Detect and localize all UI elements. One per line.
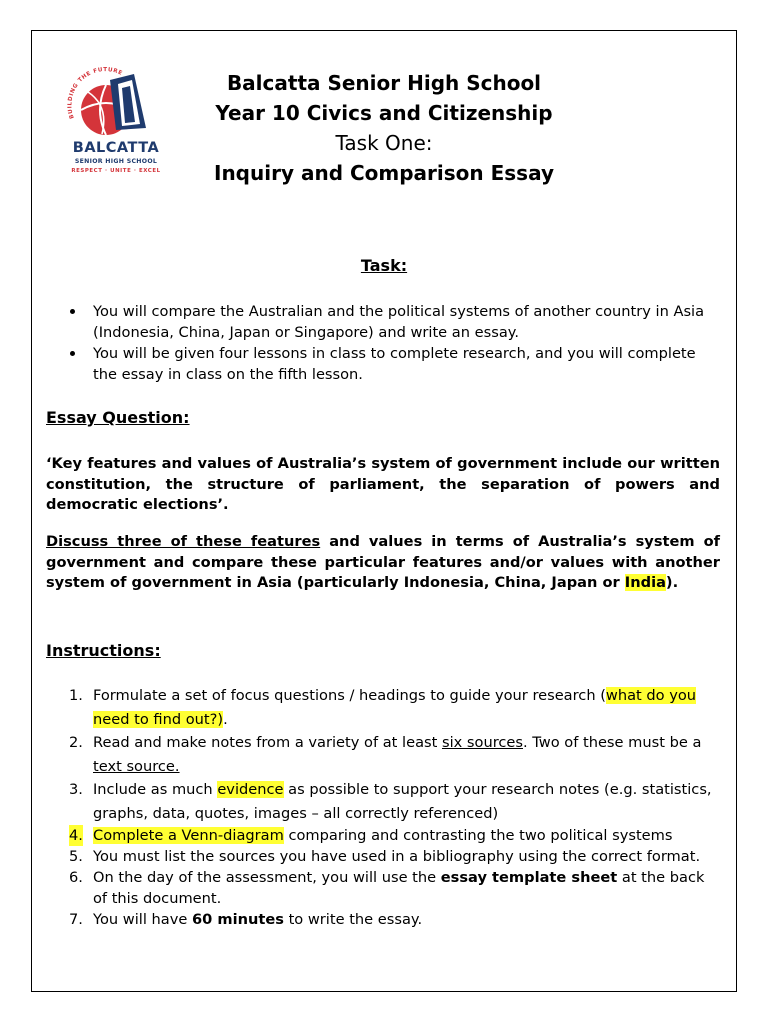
item-text: On the day of the assessment, you will use the — [93, 869, 441, 886]
item-text: as possible to support your research notes (e.g. statistics, graphs, data, quotes, images – all correctly referenced) — [93, 781, 712, 822]
item-text: at the back of this document. — [93, 869, 705, 907]
item-highlight: Complete a Venn-diagram — [93, 827, 284, 844]
list-number: 2. — [69, 734, 83, 751]
item-text: You must list the sources you have used in a bibliography using the correct format. — [93, 848, 701, 865]
item-text: Read and make notes from a variety of at least — [93, 734, 442, 751]
discuss-end: ). — [665, 574, 679, 591]
highlight-india: India — [624, 574, 666, 591]
list-item — [64, 825, 722, 846]
item-text: . Two of these must be a — [522, 734, 702, 751]
logo-arc-text: BUILDING THE FUTURE — [67, 67, 124, 120]
discuss-text: and values in terms of Australia’s system of government and compare these particular features and/or values with another system of government in Asia (particularly Indonesia, China, Japan or — [46, 533, 720, 591]
list-item — [64, 846, 722, 867]
item-text: Formulate a set of focus questions / headings to guide your research ( — [93, 687, 606, 704]
essay-quote: ‘Key features and values of Australia’s system of government include our written constitution, the structure of parliament, the separation of powers and democratic elections’. — [46, 455, 720, 513]
item-text: Include as much — [93, 781, 218, 798]
task-heading: Task: — [360, 256, 408, 275]
bullet-icon — [70, 309, 75, 314]
task-title: Inquiry and Comparison Essay — [214, 161, 554, 185]
course-title: Year 10 Civics and Citizenship — [215, 101, 553, 125]
list-item — [64, 301, 724, 343]
essay-discuss-paragraph — [46, 532, 720, 594]
task-number: Task One: — [335, 131, 433, 155]
item-underlined: text source. — [93, 757, 180, 775]
bullet-text: You will compare the Australian and the political systems of another country in Asia (Indonesia, China, Japan or Singapore) and write an essay. — [93, 303, 705, 341]
logo-name: BALCATTA — [72, 140, 160, 156]
item-bold: 60 minutes — [191, 911, 284, 928]
logo-motto: RESPECT · UNITE · EXCEL — [71, 168, 161, 174]
list-number: 6. — [69, 869, 83, 886]
item-underlined: six sources — [441, 734, 523, 751]
list-number: 1. — [69, 687, 83, 704]
list-item — [64, 684, 722, 731]
bullet-icon — [70, 351, 75, 356]
list-item — [64, 343, 724, 385]
essay-question-heading: Essay Question: — [46, 408, 190, 427]
list-item — [64, 909, 722, 930]
task-bullet-list — [64, 301, 724, 385]
list-number: 4. — [69, 827, 83, 844]
item-highlight: what do you need to find out?) — [93, 687, 697, 728]
document-header — [190, 68, 578, 188]
list-item — [64, 778, 722, 825]
list-number: 7. — [69, 911, 83, 928]
item-text: comparing and contrasting the two political systems — [283, 827, 673, 844]
item-text: You will have — [93, 911, 192, 928]
item-bold: essay template sheet — [440, 869, 618, 886]
basketball-icon — [64, 66, 168, 140]
list-item — [64, 867, 722, 909]
instructions-heading: Instructions: — [46, 641, 161, 660]
school-logo — [64, 66, 168, 178]
logo-subtitle: SENIOR HIGH SCHOOL — [74, 158, 158, 165]
school-name: Balcatta Senior High School — [226, 71, 542, 95]
list-item — [64, 731, 722, 778]
item-text: . — [223, 710, 228, 728]
item-text: to write the essay. — [283, 911, 423, 928]
list-number: 3. — [69, 781, 83, 798]
instructions-list — [64, 684, 722, 930]
discuss-underlined: Discuss three of these features — [46, 533, 321, 550]
item-highlight: evidence — [217, 781, 284, 798]
list-number: 5. — [69, 848, 83, 865]
bullet-text: You will be given four lessons in class to complete research, and you will complete the essay in class on the fifth lesson. — [93, 345, 696, 383]
